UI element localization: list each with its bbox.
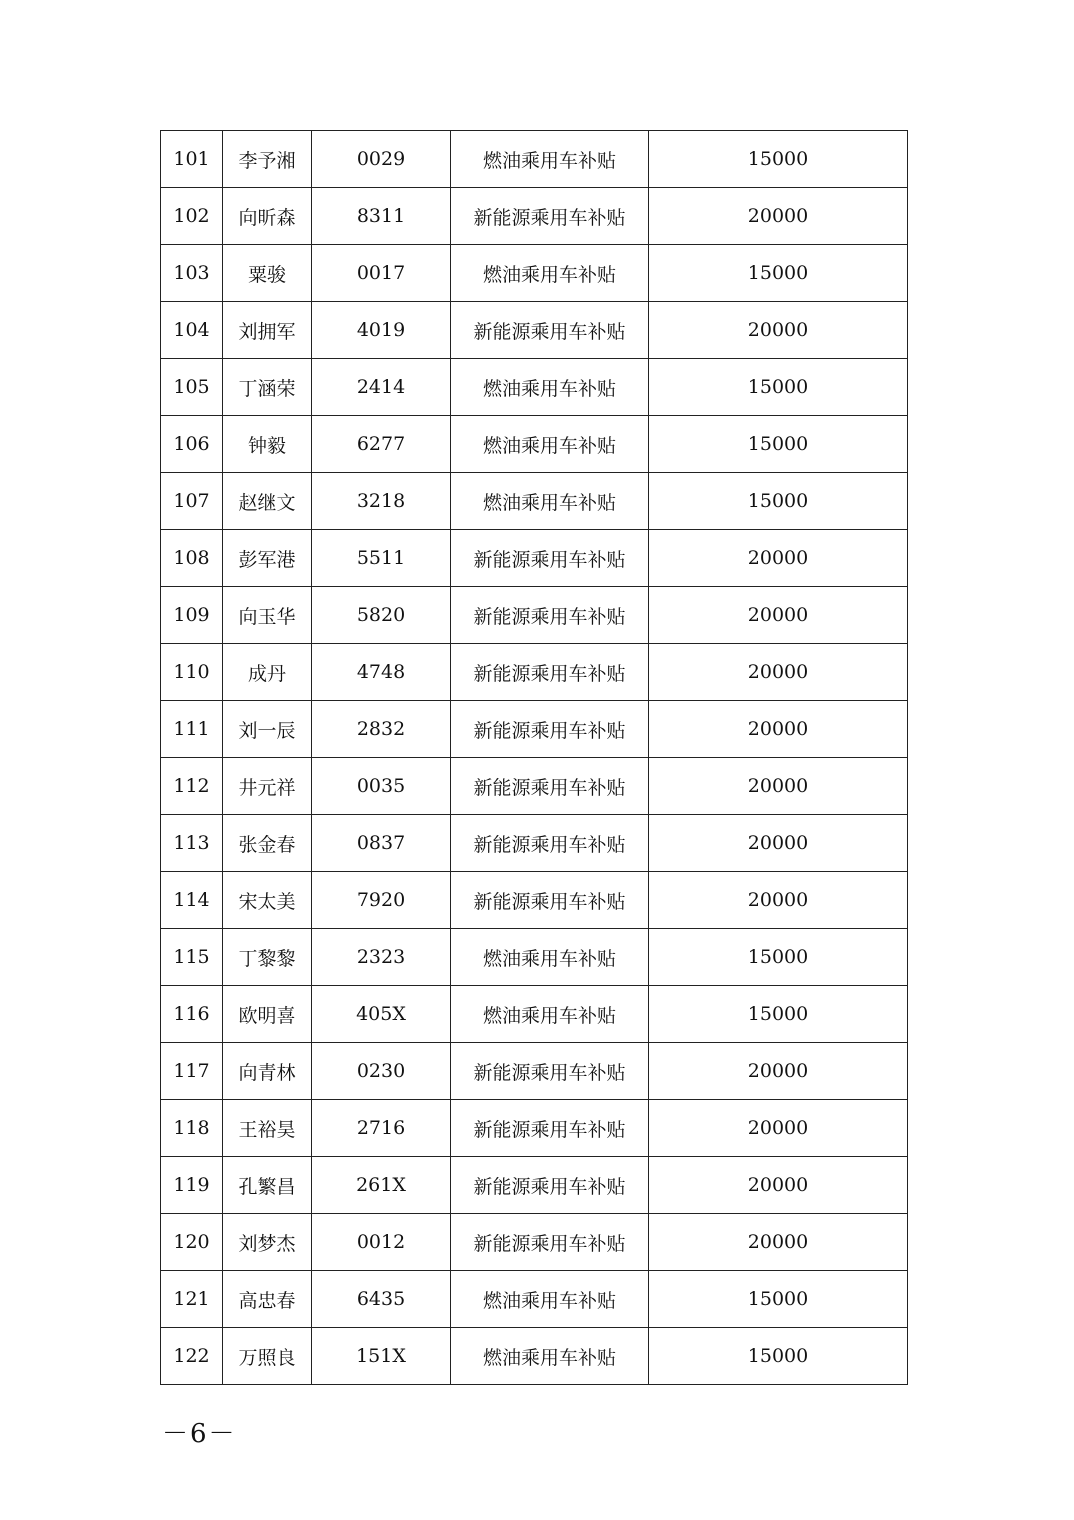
cell-type: 新能源乘用车补贴 xyxy=(451,815,649,872)
cell-type: 燃油乘用车补贴 xyxy=(451,1271,649,1328)
table-row xyxy=(161,1043,908,1100)
table-row xyxy=(161,302,908,359)
cell-type: 新能源乘用车补贴 xyxy=(451,758,649,815)
cell-id: 405X xyxy=(312,986,451,1043)
cell-amount: 15000 xyxy=(649,986,908,1043)
cell-no: 101 xyxy=(161,131,223,188)
table-row xyxy=(161,188,908,245)
cell-id: 6435 xyxy=(312,1271,451,1328)
cell-id: 2832 xyxy=(312,701,451,758)
cell-id: 2414 xyxy=(312,359,451,416)
cell-amount: 15000 xyxy=(649,929,908,986)
subsidy-table-body xyxy=(161,131,908,1385)
cell-no: 108 xyxy=(161,530,223,587)
cell-name: 井元祥 xyxy=(223,758,312,815)
cell-amount: 20000 xyxy=(649,758,908,815)
cell-amount: 20000 xyxy=(649,644,908,701)
cell-id: 0230 xyxy=(312,1043,451,1100)
cell-amount: 20000 xyxy=(649,302,908,359)
cell-name: 赵继文 xyxy=(223,473,312,530)
cell-name: 向青林 xyxy=(223,1043,312,1100)
cell-name: 刘一辰 xyxy=(223,701,312,758)
cell-id: 8311 xyxy=(312,188,451,245)
cell-no: 103 xyxy=(161,245,223,302)
cell-no: 120 xyxy=(161,1214,223,1271)
cell-id: 2716 xyxy=(312,1100,451,1157)
cell-id: 261X xyxy=(312,1157,451,1214)
cell-name: 万照良 xyxy=(223,1328,312,1385)
subsidy-table xyxy=(160,130,908,1385)
cell-name: 孔繁昌 xyxy=(223,1157,312,1214)
cell-id: 7920 xyxy=(312,872,451,929)
table-row xyxy=(161,1271,908,1328)
cell-id: 0017 xyxy=(312,245,451,302)
cell-no: 118 xyxy=(161,1100,223,1157)
table-row xyxy=(161,872,908,929)
cell-name: 王裕昊 xyxy=(223,1100,312,1157)
cell-type: 新能源乘用车补贴 xyxy=(451,701,649,758)
cell-name: 成丹 xyxy=(223,644,312,701)
cell-name: 刘拥军 xyxy=(223,302,312,359)
cell-type: 新能源乘用车补贴 xyxy=(451,1214,649,1271)
cell-type: 燃油乘用车补贴 xyxy=(451,1328,649,1385)
table-row xyxy=(161,701,908,758)
table-row xyxy=(161,245,908,302)
table-row xyxy=(161,1328,908,1385)
cell-amount: 15000 xyxy=(649,416,908,473)
cell-no: 117 xyxy=(161,1043,223,1100)
page-number: －6－ xyxy=(162,1419,237,1449)
cell-amount: 20000 xyxy=(649,587,908,644)
cell-type: 燃油乘用车补贴 xyxy=(451,473,649,530)
cell-id: 6277 xyxy=(312,416,451,473)
cell-amount: 15000 xyxy=(649,473,908,530)
table-row xyxy=(161,815,908,872)
cell-id: 4748 xyxy=(312,644,451,701)
cell-amount: 20000 xyxy=(649,1157,908,1214)
cell-no: 107 xyxy=(161,473,223,530)
cell-type: 燃油乘用车补贴 xyxy=(451,416,649,473)
cell-name: 彭军港 xyxy=(223,530,312,587)
cell-id: 2323 xyxy=(312,929,451,986)
cell-name: 粟骏 xyxy=(223,245,312,302)
cell-name: 张金春 xyxy=(223,815,312,872)
cell-name: 李予湘 xyxy=(223,131,312,188)
cell-id: 0035 xyxy=(312,758,451,815)
cell-no: 113 xyxy=(161,815,223,872)
cell-type: 新能源乘用车补贴 xyxy=(451,1100,649,1157)
table-row xyxy=(161,530,908,587)
cell-type: 新能源乘用车补贴 xyxy=(451,1157,649,1214)
cell-amount: 20000 xyxy=(649,530,908,587)
cell-amount: 20000 xyxy=(649,1100,908,1157)
cell-type: 燃油乘用车补贴 xyxy=(451,359,649,416)
cell-no: 105 xyxy=(161,359,223,416)
cell-name: 向昕森 xyxy=(223,188,312,245)
cell-name: 丁黎黎 xyxy=(223,929,312,986)
table-row xyxy=(161,758,908,815)
cell-type: 燃油乘用车补贴 xyxy=(451,131,649,188)
cell-amount: 20000 xyxy=(649,872,908,929)
table-row xyxy=(161,131,908,188)
cell-name: 欧明喜 xyxy=(223,986,312,1043)
cell-type: 新能源乘用车补贴 xyxy=(451,188,649,245)
cell-id: 3218 xyxy=(312,473,451,530)
cell-no: 112 xyxy=(161,758,223,815)
cell-no: 111 xyxy=(161,701,223,758)
cell-type: 新能源乘用车补贴 xyxy=(451,872,649,929)
cell-no: 121 xyxy=(161,1271,223,1328)
cell-no: 110 xyxy=(161,644,223,701)
cell-name: 钟毅 xyxy=(223,416,312,473)
cell-id: 0012 xyxy=(312,1214,451,1271)
cell-id: 151X xyxy=(312,1328,451,1385)
cell-no: 122 xyxy=(161,1328,223,1385)
cell-amount: 20000 xyxy=(649,188,908,245)
cell-amount: 20000 xyxy=(649,701,908,758)
cell-amount: 20000 xyxy=(649,1214,908,1271)
cell-amount: 15000 xyxy=(649,245,908,302)
table-row xyxy=(161,359,908,416)
cell-type: 燃油乘用车补贴 xyxy=(451,929,649,986)
cell-name: 刘梦杰 xyxy=(223,1214,312,1271)
cell-no: 109 xyxy=(161,587,223,644)
cell-amount: 15000 xyxy=(649,1271,908,1328)
table-row xyxy=(161,986,908,1043)
cell-type: 新能源乘用车补贴 xyxy=(451,530,649,587)
cell-amount: 15000 xyxy=(649,359,908,416)
cell-type: 新能源乘用车补贴 xyxy=(451,302,649,359)
cell-no: 102 xyxy=(161,188,223,245)
cell-name: 宋太美 xyxy=(223,872,312,929)
table-row xyxy=(161,929,908,986)
cell-name: 丁涵荣 xyxy=(223,359,312,416)
table-row xyxy=(161,1100,908,1157)
table-row xyxy=(161,1157,908,1214)
cell-no: 116 xyxy=(161,986,223,1043)
cell-amount: 15000 xyxy=(649,131,908,188)
table-row xyxy=(161,473,908,530)
cell-type: 燃油乘用车补贴 xyxy=(451,245,649,302)
cell-name: 高忠春 xyxy=(223,1271,312,1328)
cell-name: 向玉华 xyxy=(223,587,312,644)
cell-type: 新能源乘用车补贴 xyxy=(451,644,649,701)
table-row xyxy=(161,1214,908,1271)
cell-no: 114 xyxy=(161,872,223,929)
cell-amount: 20000 xyxy=(649,1043,908,1100)
cell-id: 0029 xyxy=(312,131,451,188)
table-row xyxy=(161,587,908,644)
cell-no: 104 xyxy=(161,302,223,359)
cell-type: 新能源乘用车补贴 xyxy=(451,1043,649,1100)
cell-id: 4019 xyxy=(312,302,451,359)
cell-no: 119 xyxy=(161,1157,223,1214)
cell-id: 5820 xyxy=(312,587,451,644)
cell-id: 5511 xyxy=(312,530,451,587)
cell-amount: 20000 xyxy=(649,815,908,872)
cell-type: 燃油乘用车补贴 xyxy=(451,986,649,1043)
cell-no: 115 xyxy=(161,929,223,986)
table-row xyxy=(161,416,908,473)
cell-no: 106 xyxy=(161,416,223,473)
cell-amount: 15000 xyxy=(649,1328,908,1385)
table-row xyxy=(161,644,908,701)
cell-type: 新能源乘用车补贴 xyxy=(451,587,649,644)
cell-id: 0837 xyxy=(312,815,451,872)
